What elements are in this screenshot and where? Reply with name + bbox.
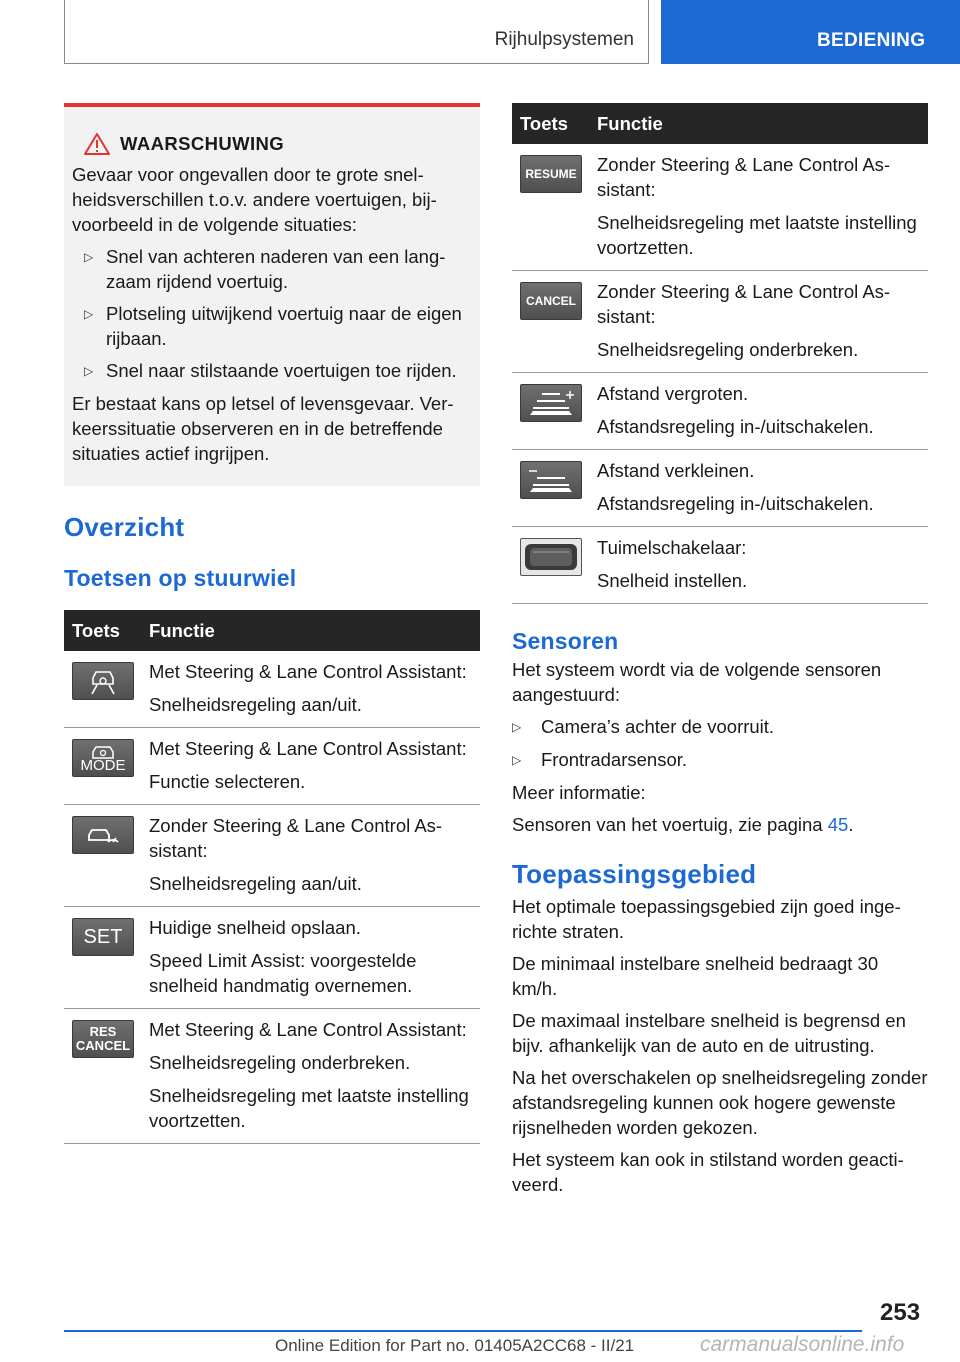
warning-box xyxy=(64,103,480,486)
table-header-row xyxy=(512,103,928,144)
application-heading: Toepassingsgebied xyxy=(512,859,757,889)
table-row xyxy=(64,907,480,1009)
overview-heading: Overzicht xyxy=(64,512,185,542)
row-line: Snelheidsregeling aan/uit. xyxy=(149,873,362,894)
table-row xyxy=(512,450,928,527)
set-key-icon xyxy=(72,918,134,956)
list-item-text: Snel van achteren naderen van een langzaam rijdend voertuig. xyxy=(106,246,446,292)
res-key-label: RES xyxy=(89,1024,117,1039)
footer-edition: Online Edition for Part no. 01405A2CC68 - II/21 xyxy=(275,1336,635,1355)
header-chapter-title: BEDIENING xyxy=(817,30,926,51)
mode-key-label: MODE xyxy=(80,756,126,774)
steering-keys-table-left xyxy=(64,610,480,1144)
sensors-intro: Het systeem wordt via de volgende sensoren aangestuurd: xyxy=(512,659,882,705)
column-header-key: Toets xyxy=(512,103,589,144)
res-cancel-key-icon xyxy=(72,1020,134,1058)
row-line: Afstand verkleinen. xyxy=(597,460,755,481)
row-line: Met Steering & Lane Control Assistant: xyxy=(149,661,467,682)
row-line: Afstandsregeling in-/uitschakelen. xyxy=(597,416,874,437)
sensors-heading: Sensoren xyxy=(512,628,619,654)
table-row xyxy=(64,728,480,805)
list-item xyxy=(84,244,470,294)
row-line: Snelheidsregeling aan/uit. xyxy=(149,694,362,715)
row-line: Afstand vergroten. xyxy=(597,383,749,404)
mode-key-icon xyxy=(72,739,134,777)
list-item-text: Snel naar stilstaande voertuigen toe rijden. xyxy=(106,360,457,381)
warning-intro: Gevaar voor ongevallen door te grote snelheidsverschillen t.o.v. andere voertuigen, bijvoorbeeld in de volgende situaties: xyxy=(72,164,437,235)
header-section-title: Rijhulpsystemen xyxy=(494,29,634,50)
row-line: Speed Limit Assist: voorgestelde snelheid handmatig overnemen. xyxy=(149,950,417,996)
distance-decrease-key-icon xyxy=(520,461,582,499)
row-line: Met Steering & Lane Control Assistant: xyxy=(149,1019,467,1040)
list-item xyxy=(512,747,928,773)
bullet-triangle-icon: ▷ xyxy=(512,753,522,767)
warning-triangle-icon xyxy=(84,133,110,155)
steering-assist-key-icon xyxy=(72,662,134,700)
table-row xyxy=(512,527,928,604)
table-row xyxy=(64,651,480,728)
steering-keys-table-right xyxy=(512,103,928,604)
bullet-triangle-icon: ▷ xyxy=(512,720,522,734)
sensors-reference-end: . xyxy=(848,814,854,835)
bullet-triangle-icon: ▷ xyxy=(84,307,94,321)
row-line: Afstandsregeling in-/uitschakelen. xyxy=(597,493,874,514)
warning-title: WAARSCHUWING xyxy=(120,133,285,154)
row-line: Snelheidsregeling met laatste instelling voortzetten. xyxy=(149,1085,469,1131)
resume-key-label: RESUME xyxy=(525,166,577,181)
footer-divider xyxy=(64,1330,862,1332)
table-header-row xyxy=(64,610,480,651)
right-column xyxy=(512,103,928,1197)
application-para: De maximaal instelbare snelheid is begrensd en bijv. afhankelijk van de auto en de uitrusting. xyxy=(512,1010,906,1056)
bullet-triangle-icon: ▷ xyxy=(84,250,94,264)
rocker-switch-key-icon xyxy=(520,538,582,576)
application-para: Het optimale toepassingsgebied zijn goed ingerichte straten. xyxy=(512,896,901,942)
table-row xyxy=(512,271,928,373)
left-column xyxy=(64,103,480,1144)
sensors-reference-text: Sensoren van het voertuig, zie pagina xyxy=(512,814,823,835)
cancel-key-label: CANCEL xyxy=(75,1038,131,1053)
list-item xyxy=(84,358,470,384)
sensors-more-info: Meer informatie: xyxy=(512,782,646,803)
cancel-key-icon xyxy=(520,282,582,320)
bullet-triangle-icon: ▷ xyxy=(84,364,94,378)
column-header-function: Functie xyxy=(141,610,480,651)
table-row xyxy=(512,373,928,450)
resume-key-icon xyxy=(520,155,582,193)
set-key-label: SET xyxy=(83,925,123,948)
row-line: Zonder Steering & Lane Control Assistant: xyxy=(597,154,891,200)
list-item xyxy=(84,301,470,351)
cruise-control-key-icon xyxy=(72,816,134,854)
row-line: Snelheid instellen. xyxy=(597,570,748,591)
sensors-reference xyxy=(512,812,928,837)
row-line: Snelheidsregeling onderbreken. xyxy=(149,1052,411,1073)
row-line: Zonder Steering & Lane Control Assistant: xyxy=(149,815,443,861)
list-item-text: Camera’s achter de voorruit. xyxy=(541,716,775,737)
row-line: Snelheidsregeling onderbreken. xyxy=(597,339,859,360)
page-number: 253 xyxy=(880,1299,921,1326)
table-row xyxy=(64,1009,480,1144)
cancel-key-label: CANCEL xyxy=(526,293,576,308)
list-item-text: Plotseling uitwijkend voertuig naar de eigen rijbaan. xyxy=(106,303,462,349)
distance-increase-key-icon xyxy=(520,384,582,422)
sensors-page-link[interactable]: 45 xyxy=(827,814,849,835)
row-line: Huidige snelheid opslaan. xyxy=(149,917,361,938)
steering-keys-heading: Toetsen op stuurwiel xyxy=(64,565,297,591)
header-chapter-tab xyxy=(661,0,960,64)
watermark: carmanualsonline.info xyxy=(700,1333,905,1356)
application-para: Het systeem kan ook in stilstand worden geactiveerd. xyxy=(512,1149,904,1195)
row-line: Functie selecteren. xyxy=(149,771,306,792)
column-header-function: Functie xyxy=(589,103,928,144)
column-header-key: Toets xyxy=(64,610,141,651)
row-line: Snelheidsregeling met laatste instelling voortzetten. xyxy=(597,212,917,258)
row-line: Zonder Steering & Lane Control Assistant: xyxy=(597,281,891,327)
row-line: Met Steering & Lane Control Assistant: xyxy=(149,738,467,759)
header-section-box xyxy=(64,0,649,64)
application-para: Na het overschakelen op snelheidsregeling zonder afstandsregeling kunnen ook hogere gewenste rijsnelheden worden gekozen. xyxy=(512,1067,928,1138)
warning-title-row xyxy=(84,133,470,155)
row-line: Tuimelschakelaar: xyxy=(597,537,747,558)
application-para: De minimaal instelbare snelheid bedraagt 30 km/h. xyxy=(512,953,879,999)
list-item-text: Frontradarsensor. xyxy=(541,749,688,770)
warning-bullets xyxy=(84,244,470,384)
table-row xyxy=(512,144,928,271)
warning-outro: Er bestaat kans op letsel of levensgevaar. Verkeerssituatie observeren en in de betreffende situaties actief ingrijpen. xyxy=(72,393,454,464)
table-row xyxy=(64,805,480,907)
list-item xyxy=(512,714,928,740)
